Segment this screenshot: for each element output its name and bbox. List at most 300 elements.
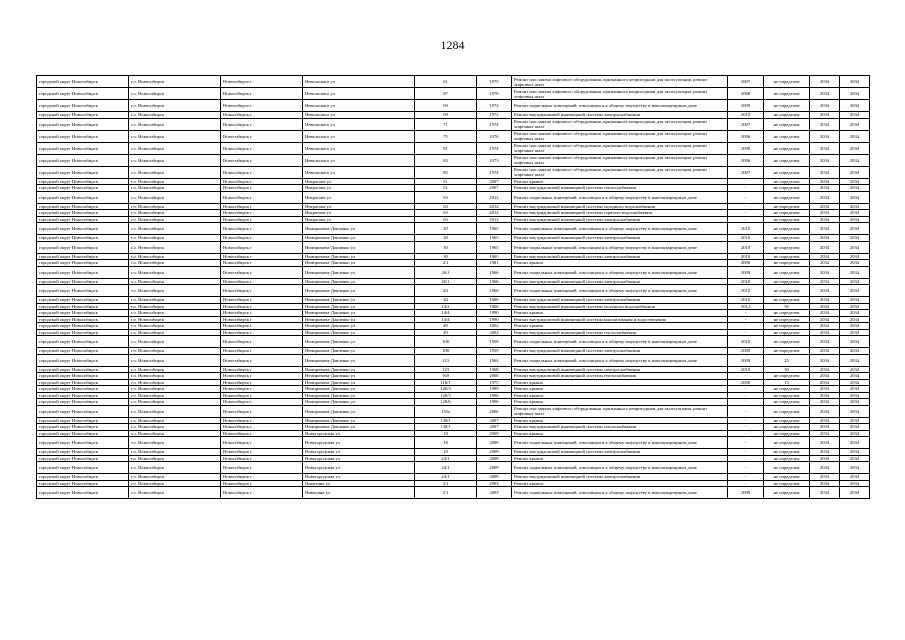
plan-end-cell: 2034 xyxy=(840,336,870,348)
street-cell: Немировича-Данченко ул xyxy=(303,253,415,260)
build-year-cell: 1965 xyxy=(477,235,512,242)
work-type-cell: Ремонт подвальных помещений, относящихся к общему имуществу в многоквартирном доме xyxy=(512,336,728,348)
wear-cell: не определен xyxy=(764,348,810,355)
wear-cell: не определен xyxy=(764,76,810,88)
plan-end-cell: 2034 xyxy=(840,235,870,242)
house-number-cell: 2/1 xyxy=(415,487,477,499)
work-type-cell: Ремонт крыши xyxy=(512,379,728,386)
last-repair-year-cell: - xyxy=(728,455,764,462)
build-year-cell: 1966 xyxy=(477,266,512,278)
work-type-cell: Ремонт крыши xyxy=(512,417,728,424)
wear-cell: не определен xyxy=(764,474,810,481)
plan-start-cell: 2034 xyxy=(810,210,840,217)
plan-start-cell: 2034 xyxy=(810,430,840,437)
municipality-cell: г.о. Новосибирск xyxy=(129,386,221,393)
district-cell: городской округ Новосибирск xyxy=(37,216,129,223)
house-number-cell: 18 xyxy=(415,437,477,449)
work-type-cell: Ремонт внутридомовой инженерной системы горячего водоснабжения xyxy=(512,210,728,217)
plan-end-cell: 2034 xyxy=(840,405,870,417)
municipality-cell: г.о. Новосибирск xyxy=(129,336,221,348)
table-row xyxy=(37,336,870,348)
table-row xyxy=(37,88,870,100)
build-year-cell: 1965 xyxy=(477,253,512,260)
last-repair-year-cell: - xyxy=(728,480,764,487)
wear-cell: не определен xyxy=(764,405,810,417)
house-number-cell: 63 xyxy=(415,191,477,203)
district-cell: городской округ Новосибирск xyxy=(37,462,129,474)
plan-end-cell: 2034 xyxy=(840,379,870,386)
wear-cell: не определен xyxy=(764,253,810,260)
plan-start-cell: 2034 xyxy=(810,100,840,112)
district-cell: городской округ Новосибирск xyxy=(37,373,129,380)
house-number-cell: 75 xyxy=(415,130,477,142)
street-cell: Немировича-Данченко ул xyxy=(303,260,415,267)
municipality-cell: г.о. Новосибирск xyxy=(129,310,221,317)
street-cell: Невельского ул xyxy=(303,142,415,154)
district-cell: городской округ Новосибирск xyxy=(37,253,129,260)
wear-cell: не определен xyxy=(764,260,810,267)
street-cell: Немировича-Данченко ул xyxy=(303,366,415,373)
street-cell: Некрасова ул xyxy=(303,203,415,210)
plan-start-cell: 2034 xyxy=(810,449,840,456)
build-year-cell: 1965 xyxy=(477,223,512,235)
plan-start-cell: 2034 xyxy=(810,235,840,242)
district-cell: городской округ Новосибирск xyxy=(37,185,129,192)
last-repair-year-cell: 2006 xyxy=(728,130,764,142)
plan-end-cell: 2034 xyxy=(840,329,870,336)
page-number: 1284 xyxy=(440,38,465,52)
house-number-cell: 138/1 xyxy=(415,424,477,431)
last-repair-year-cell: - xyxy=(728,386,764,393)
plan-start-cell: 2034 xyxy=(810,329,840,336)
plan-start-cell: 2034 xyxy=(810,185,840,192)
municipality-cell: г.о. Новосибирск xyxy=(129,405,221,417)
work-type-cell: Ремонт внутридомовой инженерной системы электроснабжения xyxy=(512,253,728,260)
municipality-cell: г.о. Новосибирск xyxy=(129,100,221,112)
district-cell: городской округ Новосибирск xyxy=(37,316,129,323)
street-cell: Немировича-Данченко ул xyxy=(303,241,415,253)
house-number-cell: 2/1 xyxy=(415,480,477,487)
last-repair-year-cell: 2010 xyxy=(728,112,764,119)
house-number-cell: 63 xyxy=(415,210,477,217)
table-row xyxy=(37,118,870,130)
plan-end-cell: 2034 xyxy=(840,118,870,130)
last-repair-year-cell: 2009 xyxy=(728,100,764,112)
wear-cell: не определен xyxy=(764,235,810,242)
house-number-cell: 14/2 xyxy=(415,303,477,310)
plan-start-cell: 2034 xyxy=(810,480,840,487)
plan-start-cell: 2034 xyxy=(810,474,840,481)
street-cell: Немировича-Данченко ул xyxy=(303,405,415,417)
street-cell: Немировича-Данченко ул xyxy=(303,223,415,235)
plan-start-cell: 2034 xyxy=(810,392,840,399)
last-repair-year-cell: - xyxy=(728,399,764,406)
build-year-cell: 2009 xyxy=(477,449,512,456)
plan-end-cell: 2034 xyxy=(840,462,870,474)
plan-end-cell: 2034 xyxy=(840,392,870,399)
city-cell: Новосибирск г xyxy=(221,474,303,481)
plan-end-cell: 2034 xyxy=(840,278,870,285)
district-cell: городской округ Новосибирск xyxy=(37,303,129,310)
municipality-cell: г.о. Новосибирск xyxy=(129,235,221,242)
district-cell: городской округ Новосибирск xyxy=(37,191,129,203)
last-repair-year-cell: 2010 xyxy=(728,366,764,373)
plan-end-cell: 2034 xyxy=(840,216,870,223)
work-type-cell: Ремонт внутридомовой инженерной системы электроснабжения xyxy=(512,278,728,285)
municipality-cell: г.о. Новосибирск xyxy=(129,373,221,380)
house-number-cell: 20 xyxy=(415,235,477,242)
work-type-cell: Ремонт крыши xyxy=(512,310,728,317)
municipality-cell: г.о. Новосибирск xyxy=(129,417,221,424)
municipality-cell: г.о. Новосибирск xyxy=(129,191,221,203)
plan-end-cell: 2034 xyxy=(840,203,870,210)
plan-start-cell: 2034 xyxy=(810,118,840,130)
work-type-cell: Ремонт или замена лифтового оборудования, признанного непригодным для эксплуатации, ремонт лифтовых шахт xyxy=(512,76,728,88)
city-cell: Новосибирск г xyxy=(221,405,303,417)
build-year-cell: 1972 xyxy=(477,100,512,112)
last-repair-year-cell: 2009 xyxy=(728,266,764,278)
table-row xyxy=(37,166,870,178)
build-year-cell: 1965 xyxy=(477,241,512,253)
city-cell: Новосибирск г xyxy=(221,241,303,253)
work-type-cell: Ремонт крыши xyxy=(512,480,728,487)
municipality-cell: г.о. Новосибирск xyxy=(129,185,221,192)
street-cell: Новогородская ул xyxy=(303,437,415,449)
wear-cell: не определен xyxy=(764,88,810,100)
last-repair-year-cell: 2006 xyxy=(728,379,764,386)
plan-start-cell: 2034 xyxy=(810,297,840,304)
build-year-cell: 1990 xyxy=(477,310,512,317)
district-cell: городской округ Новосибирск xyxy=(37,310,129,317)
work-type-cell: Ремонт внутридомовой инженерной системы электроснабжения xyxy=(512,348,728,355)
house-number-cell: 24/1 xyxy=(415,474,477,481)
build-year-cell: 1990 xyxy=(477,316,512,323)
city-cell: Новосибирск г xyxy=(221,348,303,355)
build-year-cell: 1966 xyxy=(477,285,512,297)
house-number-cell: 4/2 xyxy=(415,297,477,304)
build-year-cell: 1975 xyxy=(477,76,512,88)
plan-end-cell: 2034 xyxy=(840,316,870,323)
street-cell: Немировича-Данченко ул xyxy=(303,417,415,424)
city-cell: Новосибирск г xyxy=(221,366,303,373)
municipality-cell: г.о. Новосибирск xyxy=(129,112,221,119)
municipality-cell: г.о. Новосибирск xyxy=(129,253,221,260)
district-cell: городской округ Новосибирск xyxy=(37,203,129,210)
last-repair-year-cell: - xyxy=(728,417,764,424)
plan-start-cell: 2034 xyxy=(810,260,840,267)
last-repair-year-cell: 2010 xyxy=(728,285,764,297)
district-cell: городской округ Новосибирск xyxy=(37,266,129,278)
district-cell: городской округ Новосибирск xyxy=(37,235,129,242)
municipality-cell: г.о. Новосибирск xyxy=(129,474,221,481)
city-cell: Новосибирск г xyxy=(221,76,303,88)
last-repair-year-cell: - xyxy=(728,424,764,431)
street-cell: Новогородская ул xyxy=(303,449,415,456)
plan-end-cell: 2034 xyxy=(840,424,870,431)
wear-cell: не определен xyxy=(764,100,810,112)
registry-body xyxy=(37,76,870,499)
table-row xyxy=(37,285,870,297)
house-number-cell: 69 xyxy=(415,112,477,119)
last-repair-year-cell: 2010 xyxy=(728,278,764,285)
district-cell: городской округ Новосибирск xyxy=(37,430,129,437)
house-number-cell: 123 xyxy=(415,366,477,373)
plan-end-cell: 2034 xyxy=(840,474,870,481)
municipality-cell: г.о. Новосибирск xyxy=(129,449,221,456)
build-year-cell: 2009 xyxy=(477,437,512,449)
build-year-cell: 1966 xyxy=(477,303,512,310)
plan-end-cell: 2034 xyxy=(840,297,870,304)
municipality-cell: г.о. Новосибирск xyxy=(129,323,221,330)
plan-start-cell: 2034 xyxy=(810,373,840,380)
city-cell: Новосибирск г xyxy=(221,216,303,223)
street-cell: Некрасова ул xyxy=(303,178,415,185)
plan-start-cell: 2034 xyxy=(810,130,840,142)
plan-end-cell: 2034 xyxy=(840,130,870,142)
city-cell: Новосибирск г xyxy=(221,392,303,399)
city-cell: Новосибирск г xyxy=(221,203,303,210)
work-type-cell: Ремонт подвальных помещений, относящихся к общему имуществу в многоквартирном доме xyxy=(512,285,728,297)
house-number-cell: 18 xyxy=(415,430,477,437)
district-cell: городской округ Новосибирск xyxy=(37,297,129,304)
last-repair-year-cell: 2010 xyxy=(728,241,764,253)
municipality-cell: г.о. Новосибирск xyxy=(129,241,221,253)
last-repair-year-cell: - xyxy=(728,316,764,323)
wear-cell: не определен xyxy=(764,329,810,336)
house-number-cell: 108 xyxy=(415,348,477,355)
municipality-cell: г.о. Новосибирск xyxy=(129,297,221,304)
district-cell: городской округ Новосибирск xyxy=(37,285,129,297)
district-cell: городской округ Новосибирск xyxy=(37,354,129,366)
street-cell: Немировича-Данченко ул xyxy=(303,266,415,278)
house-number-cell: 63 xyxy=(415,203,477,210)
wear-cell: не определен xyxy=(764,166,810,178)
build-year-cell: 2002 xyxy=(477,329,512,336)
plan-end-cell: 2034 xyxy=(840,100,870,112)
plan-end-cell: 2034 xyxy=(840,449,870,456)
table-row xyxy=(37,76,870,88)
plan-start-cell: 2034 xyxy=(810,253,840,260)
wear-cell: не определен xyxy=(764,112,810,119)
plan-end-cell: 2034 xyxy=(840,178,870,185)
build-year-cell: 1976 xyxy=(477,130,512,142)
plan-start-cell: 2034 xyxy=(810,348,840,355)
house-number-cell: 85 xyxy=(415,166,477,178)
plan-start-cell: 2034 xyxy=(810,166,840,178)
city-cell: Новосибирск г xyxy=(221,449,303,456)
plan-end-cell: 2034 xyxy=(840,399,870,406)
house-number-cell: 18 xyxy=(415,449,477,456)
plan-end-cell: 2034 xyxy=(840,260,870,267)
street-cell: Невельского ул xyxy=(303,166,415,178)
street-cell: Невельского ул xyxy=(303,112,415,119)
street-cell: Невельского ул xyxy=(303,130,415,142)
wear-cell: не определен xyxy=(764,154,810,166)
city-cell: Новосибирск г xyxy=(221,487,303,499)
house-number-cell: 120/5 xyxy=(415,392,477,399)
street-cell: Немировича-Данченко ул xyxy=(303,399,415,406)
street-cell: Некрасова ул xyxy=(303,216,415,223)
last-repair-year-cell: 2008 xyxy=(728,260,764,267)
city-cell: Новосибирск г xyxy=(221,191,303,203)
municipality-cell: г.о. Новосибирск xyxy=(129,210,221,217)
plan-start-cell: 2034 xyxy=(810,424,840,431)
district-cell: городской округ Новосибирск xyxy=(37,329,129,336)
work-type-cell: Ремонт подвальных помещений, относящихся к общему имуществу в многоквартирном доме xyxy=(512,223,728,235)
last-repair-year-cell: - xyxy=(728,474,764,481)
work-type-cell: Ремонт подвальных помещений, относящихся к общему имуществу в многоквартирном доме xyxy=(512,462,728,474)
wear-cell: не определен xyxy=(764,316,810,323)
last-repair-year-cell: 2008 xyxy=(728,142,764,154)
plan-end-cell: 2034 xyxy=(840,487,870,499)
wear-cell: 50 xyxy=(764,303,810,310)
last-repair-year-cell: - xyxy=(728,178,764,185)
last-repair-year-cell: 2010 xyxy=(728,336,764,348)
build-year-cell: 2007 xyxy=(477,417,512,424)
plan-end-cell: 2034 xyxy=(840,142,870,154)
municipality-cell: г.о. Новосибирск xyxy=(129,130,221,142)
plan-start-cell: 2034 xyxy=(810,142,840,154)
last-repair-year-cell: - xyxy=(728,329,764,336)
house-number-cell: 26/1 xyxy=(415,278,477,285)
street-cell: Невельского ул xyxy=(303,154,415,166)
last-repair-year-cell: - xyxy=(728,437,764,449)
house-number-cell: 61 xyxy=(415,76,477,88)
street-cell: Невельского ул xyxy=(303,100,415,112)
work-type-cell: Ремонт внутридомовой инженерной системы электроснабжения xyxy=(512,112,728,119)
plan-start-cell: 2034 xyxy=(810,366,840,373)
house-number-cell: 123 xyxy=(415,354,477,366)
district-cell: городской округ Новосибирск xyxy=(37,437,129,449)
city-cell: Новосибирск г xyxy=(221,424,303,431)
street-cell: Некрасова ул xyxy=(303,210,415,217)
house-number-cell: 51 xyxy=(415,178,477,185)
plan-start-cell: 2034 xyxy=(810,278,840,285)
plan-end-cell: 2034 xyxy=(840,191,870,203)
house-number-cell: 51 xyxy=(415,185,477,192)
table-row xyxy=(37,354,870,366)
district-cell: городской округ Новосибирск xyxy=(37,449,129,456)
plan-start-cell: 2034 xyxy=(810,323,840,330)
work-type-cell: Ремонт или замена лифтового оборудования, признанного непригодным для эксплуатации, ремонт лифтовых шахт xyxy=(512,118,728,130)
wear-cell: не определен xyxy=(764,185,810,192)
work-type-cell: Ремонт крыши xyxy=(512,392,728,399)
city-cell: Новосибирск г xyxy=(221,142,303,154)
house-number-cell: 49 xyxy=(415,329,477,336)
plan-start-cell: 2034 xyxy=(810,462,840,474)
house-number-cell: 30 xyxy=(415,241,477,253)
house-number-cell: 24/1 xyxy=(415,455,477,462)
house-number-cell: 138/1 xyxy=(415,417,477,424)
plan-start-cell: 2034 xyxy=(810,178,840,185)
plan-end-cell: 2034 xyxy=(840,354,870,366)
build-year-cell: 1981 xyxy=(477,260,512,267)
plan-start-cell: 2034 xyxy=(810,316,840,323)
wear-cell: не определен xyxy=(764,285,810,297)
house-number-cell: 108 xyxy=(415,336,477,348)
house-number-cell: 169 xyxy=(415,373,477,380)
plan-start-cell: 2034 xyxy=(810,336,840,348)
municipality-cell: г.о. Новосибирск xyxy=(129,266,221,278)
plan-end-cell: 2034 xyxy=(840,285,870,297)
last-repair-year-cell: 2008 xyxy=(728,88,764,100)
plan-end-cell: 2034 xyxy=(840,310,870,317)
work-type-cell: Ремонт крыши xyxy=(512,386,728,393)
municipality-cell: г.о. Новосибирск xyxy=(129,278,221,285)
municipality-cell: г.о. Новосибирск xyxy=(129,329,221,336)
municipality-cell: г.о. Новосибирск xyxy=(129,399,221,406)
city-cell: Новосибирск г xyxy=(221,154,303,166)
district-cell: городской округ Новосибирск xyxy=(37,323,129,330)
district-cell: городской округ Новосибирск xyxy=(37,386,129,393)
district-cell: городской округ Новосибирск xyxy=(37,241,129,253)
plan-start-cell: 2034 xyxy=(810,487,840,499)
district-cell: городской округ Новосибирск xyxy=(37,336,129,348)
plan-end-cell: 2034 xyxy=(840,430,870,437)
build-year-cell: 2000 xyxy=(477,373,512,380)
house-number-cell: 4/2 xyxy=(415,285,477,297)
district-cell: городской округ Новосибирск xyxy=(37,348,129,355)
plan-end-cell: 2034 xyxy=(840,154,870,166)
city-cell: Новосибирск г xyxy=(221,285,303,297)
work-type-cell: Ремонт внутридомовой инженерной системы электроснабжения xyxy=(512,216,728,223)
district-cell: городской округ Новосибирск xyxy=(37,278,129,285)
wear-cell: не определен xyxy=(764,142,810,154)
plan-end-cell: 2034 xyxy=(840,348,870,355)
last-repair-year-cell: 2006 xyxy=(728,154,764,166)
last-repair-year-cell: 2009 xyxy=(728,348,764,355)
municipality-cell: г.о. Новосибирск xyxy=(129,430,221,437)
build-year-cell: 2003 xyxy=(477,487,512,499)
house-number-cell: 116/1 xyxy=(415,379,477,386)
build-year-cell: 1966 xyxy=(477,278,512,285)
municipality-cell: г.о. Новосибирск xyxy=(129,462,221,474)
plan-end-cell: 2034 xyxy=(840,266,870,278)
house-number-cell: 120/3 xyxy=(415,386,477,393)
wear-cell: не определен xyxy=(764,266,810,278)
district-cell: городской округ Новосибирск xyxy=(37,455,129,462)
last-repair-year-cell: - xyxy=(728,392,764,399)
table-row xyxy=(37,462,870,474)
wear-cell: 25 xyxy=(764,354,810,366)
wear-cell: не определен xyxy=(764,336,810,348)
street-cell: Немировича-Данченко ул xyxy=(303,310,415,317)
wear-cell: не определен xyxy=(764,241,810,253)
work-type-cell: Ремонт внутридомовой инженерной системы теплоснабжения xyxy=(512,185,728,192)
municipality-cell: г.о. Новосибирск xyxy=(129,480,221,487)
municipality-cell: г.о. Новосибирск xyxy=(129,203,221,210)
city-cell: Новосибирск г xyxy=(221,210,303,217)
wear-cell: не определен xyxy=(764,480,810,487)
house-number-cell: 155а xyxy=(415,405,477,417)
city-cell: Новосибирск г xyxy=(221,235,303,242)
plan-start-cell: 2034 xyxy=(810,386,840,393)
municipality-cell: г.о. Новосибирск xyxy=(129,216,221,223)
wear-cell: не определен xyxy=(764,130,810,142)
city-cell: Новосибирск г xyxy=(221,178,303,185)
last-repair-year-cell: - xyxy=(728,191,764,203)
table-row xyxy=(37,241,870,253)
table-row xyxy=(37,266,870,278)
plan-end-cell: 2034 xyxy=(840,76,870,88)
wear-cell: не определен xyxy=(764,392,810,399)
city-cell: Новосибирск г xyxy=(221,223,303,235)
wear-cell: не определен xyxy=(764,487,810,499)
build-year-cell: 1973 xyxy=(477,154,512,166)
plan-end-cell: 2034 xyxy=(840,223,870,235)
work-type-cell: Ремонт или замена лифтового оборудования, признанного непригодным для эксплуатации, ремонт лифтовых шахт xyxy=(512,405,728,417)
plan-end-cell: 2034 xyxy=(840,166,870,178)
